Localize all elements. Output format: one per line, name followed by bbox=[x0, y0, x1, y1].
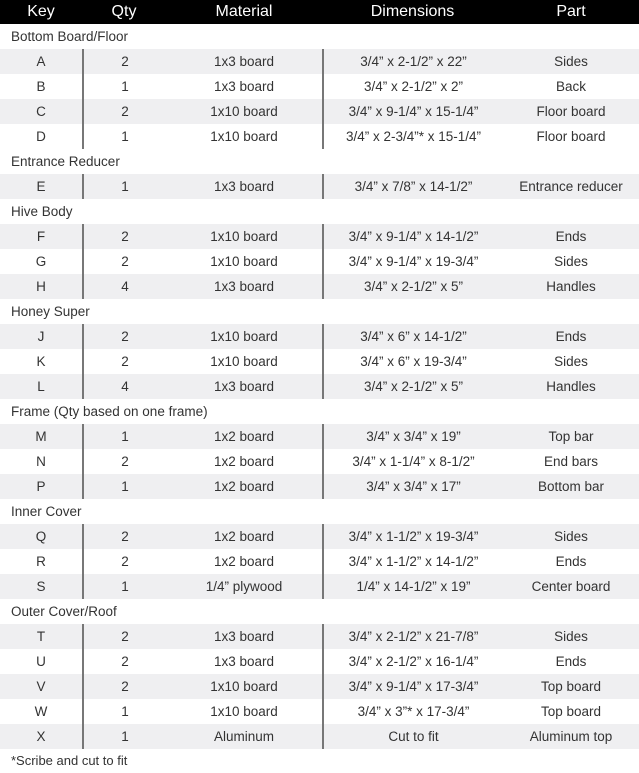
cell-material: 1x2 board bbox=[213, 529, 275, 544]
table-row bbox=[0, 124, 639, 149]
cell-part: Top bar bbox=[548, 429, 594, 444]
cell-qty: 2 bbox=[82, 674, 166, 699]
cell-part: Sides bbox=[554, 254, 588, 269]
table-row bbox=[0, 674, 639, 699]
cell-qty: 2 bbox=[82, 624, 166, 649]
table-row bbox=[0, 174, 639, 199]
cell-key: H bbox=[36, 279, 46, 294]
cell-key: Q bbox=[35, 529, 47, 544]
cell-qty: 1 bbox=[82, 574, 166, 599]
cell-material: 1x10 board bbox=[210, 129, 278, 144]
cell-dimensions: 3/4” x 9-1/4” x 14-1/2” bbox=[322, 224, 503, 249]
cell-key: G bbox=[35, 254, 47, 269]
table-row bbox=[0, 474, 639, 499]
cell-material: 1x10 board bbox=[210, 704, 278, 719]
cell-qty: 2 bbox=[82, 449, 166, 474]
table-row bbox=[0, 74, 639, 99]
cell-dimensions: 3/4” x 6” x 19-3/4” bbox=[322, 349, 503, 374]
cell-qty: 2 bbox=[82, 249, 166, 274]
cell-qty: 2 bbox=[82, 349, 166, 374]
cell-qty: 2 bbox=[82, 224, 166, 249]
cell-dimensions: 3/4” x 2-1/2” x 16-1/4” bbox=[322, 649, 503, 674]
header-material: Material bbox=[215, 3, 273, 20]
cell-dimensions: 3/4” x 1-1/2” x 19-3/4” bbox=[322, 524, 503, 549]
table-row bbox=[0, 449, 639, 474]
cell-part: Entrance reducer bbox=[519, 179, 623, 194]
header-qty: Qty bbox=[111, 3, 137, 20]
table-row bbox=[0, 524, 639, 549]
cell-dimensions: 3/4” x 2-1/2” x 22” bbox=[322, 49, 503, 74]
cell-dimensions: 3/4” x 1-1/4” x 8-1/2” bbox=[322, 449, 503, 474]
table-row bbox=[0, 349, 639, 374]
cell-qty: 2 bbox=[82, 324, 166, 349]
cell-qty: 1 bbox=[82, 699, 166, 724]
cell-qty: 4 bbox=[82, 274, 166, 299]
cell-part: Handles bbox=[546, 279, 596, 294]
table-row bbox=[0, 649, 639, 674]
cell-material: 1x3 board bbox=[213, 379, 275, 394]
cell-material: 1x10 board bbox=[210, 104, 278, 119]
cell-part: Center board bbox=[531, 579, 611, 594]
cell-dimensions: Cut to fit bbox=[322, 724, 503, 749]
cell-material: 1x3 board bbox=[213, 79, 275, 94]
cell-dimensions: 3/4” x 3/4” x 17” bbox=[322, 474, 503, 499]
section-title: Honey Super bbox=[11, 304, 90, 319]
cell-part: Back bbox=[555, 79, 586, 94]
cell-dimensions: 3/4” x 2-1/2” x 5” bbox=[322, 274, 503, 299]
cell-key: D bbox=[36, 129, 46, 144]
cell-key: P bbox=[36, 479, 46, 494]
cell-part: Ends bbox=[555, 654, 587, 669]
cell-part: Floor board bbox=[536, 129, 606, 144]
cell-qty: 1 bbox=[82, 474, 166, 499]
table-row bbox=[0, 374, 639, 399]
cell-key: R bbox=[36, 554, 46, 569]
cell-key: L bbox=[37, 379, 45, 394]
cell-material: 1/4” plywood bbox=[205, 579, 283, 594]
table-row bbox=[0, 49, 639, 74]
cell-part: Top board bbox=[540, 704, 602, 719]
cell-qty: 1 bbox=[82, 724, 166, 749]
table-header bbox=[0, 0, 639, 24]
cell-key: C bbox=[36, 104, 46, 119]
cell-part: Floor board bbox=[536, 104, 606, 119]
cell-part: End bars bbox=[543, 454, 599, 469]
cell-key: W bbox=[34, 704, 48, 719]
cell-key: J bbox=[37, 329, 45, 344]
cell-material: 1x10 board bbox=[210, 229, 278, 244]
table-row bbox=[0, 574, 639, 599]
cell-part: Bottom bar bbox=[537, 479, 605, 494]
section-title: Bottom Board/Floor bbox=[11, 29, 129, 44]
cell-part: Ends bbox=[555, 229, 587, 244]
cell-material: 1x2 board bbox=[213, 429, 275, 444]
section-title: Outer Cover/Roof bbox=[11, 604, 117, 619]
cell-material: 1x2 board bbox=[213, 554, 275, 569]
section-title: Hive Body bbox=[11, 204, 73, 219]
cell-key: X bbox=[36, 729, 46, 744]
section-title: Entrance Reducer bbox=[11, 154, 120, 169]
cell-part: Ends bbox=[555, 329, 587, 344]
table-row bbox=[0, 224, 639, 249]
table-row bbox=[0, 424, 639, 449]
cell-qty: 2 bbox=[82, 99, 166, 124]
cell-part: Ends bbox=[555, 554, 587, 569]
cell-qty: 2 bbox=[82, 49, 166, 74]
section-title: Frame (Qty based on one frame) bbox=[11, 404, 208, 419]
cell-qty: 4 bbox=[82, 374, 166, 399]
cell-qty: 1 bbox=[82, 124, 166, 149]
cell-material: 1x3 board bbox=[213, 629, 275, 644]
cell-dimensions: 1/4” x 14-1/2” x 19” bbox=[322, 574, 503, 599]
header-key: Key bbox=[27, 3, 55, 20]
cell-material: 1x10 board bbox=[210, 354, 278, 369]
cell-material: 1x10 board bbox=[210, 254, 278, 269]
cell-part: Handles bbox=[546, 379, 596, 394]
table-row bbox=[0, 249, 639, 274]
cell-dimensions: 3/4” x 9-1/4” x 15-1/4” bbox=[322, 99, 503, 124]
cell-key: U bbox=[36, 654, 46, 669]
cell-dimensions: 3/4” x 1-1/2” x 14-1/2” bbox=[322, 549, 503, 574]
cell-key: S bbox=[36, 579, 46, 594]
cell-qty: 1 bbox=[82, 174, 166, 199]
table-row bbox=[0, 99, 639, 124]
cell-key: F bbox=[36, 229, 46, 244]
section-title: Inner Cover bbox=[11, 504, 82, 519]
cell-material: 1x3 board bbox=[213, 54, 275, 69]
cell-dimensions: 3/4” x 2-1/2” x 2” bbox=[322, 74, 503, 99]
cell-part: Sides bbox=[554, 54, 588, 69]
cell-qty: 1 bbox=[82, 74, 166, 99]
cell-part: Sides bbox=[554, 529, 588, 544]
cell-dimensions: 3/4” x 9-1/4” x 17-3/4” bbox=[322, 674, 503, 699]
cell-material: 1x3 board bbox=[213, 179, 275, 194]
cell-qty: 2 bbox=[82, 649, 166, 674]
cell-dimensions: 3/4” x 2-1/2” x 5” bbox=[322, 374, 503, 399]
cell-key: A bbox=[36, 54, 46, 69]
cell-qty: 2 bbox=[82, 524, 166, 549]
cell-key: B bbox=[36, 79, 46, 94]
cell-part: Sides bbox=[554, 354, 588, 369]
cell-material: 1x10 board bbox=[210, 329, 278, 344]
cell-key: V bbox=[36, 679, 46, 694]
cell-dimensions: 3/4” x 7/8” x 14-1/2” bbox=[322, 174, 503, 199]
cell-part: Top board bbox=[540, 679, 602, 694]
cell-key: T bbox=[36, 629, 46, 644]
cell-dimensions: 3/4” x 2-3/4”* x 15-1/4” bbox=[322, 124, 503, 149]
cell-dimensions: 3/4” x 9-1/4” x 19-3/4” bbox=[322, 249, 503, 274]
cell-key: K bbox=[36, 354, 46, 369]
cell-material: 1x2 board bbox=[213, 479, 275, 494]
cell-material: 1x2 board bbox=[213, 454, 275, 469]
header-dimensions: Dimensions bbox=[370, 3, 455, 20]
table-row bbox=[0, 549, 639, 574]
cell-material: 1x3 board bbox=[213, 654, 275, 669]
cell-material: 1x3 board bbox=[213, 279, 275, 294]
cell-material: Aluminum bbox=[213, 729, 275, 744]
table-row bbox=[0, 624, 639, 649]
table-row bbox=[0, 274, 639, 299]
cell-part: Aluminum top bbox=[529, 729, 613, 744]
table-row bbox=[0, 699, 639, 724]
cell-key: M bbox=[35, 429, 47, 444]
cell-dimensions: 3/4” x 3”* x 17-3/4” bbox=[322, 699, 503, 724]
cell-key: E bbox=[36, 179, 46, 194]
footnote: *Scribe and cut to fit bbox=[11, 753, 128, 768]
cell-dimensions: 3/4” x 2-1/2” x 21-7/8” bbox=[322, 624, 503, 649]
cell-key: N bbox=[36, 454, 46, 469]
cell-dimensions: 3/4” x 3/4” x 19” bbox=[322, 424, 503, 449]
cell-qty: 2 bbox=[82, 549, 166, 574]
cut-list-table bbox=[0, 24, 639, 749]
table-row bbox=[0, 724, 639, 749]
table-row bbox=[0, 324, 639, 349]
cell-part: Sides bbox=[554, 629, 588, 644]
cell-dimensions: 3/4” x 6” x 14-1/2” bbox=[322, 324, 503, 349]
header-part: Part bbox=[556, 3, 586, 20]
cell-material: 1x10 board bbox=[210, 679, 278, 694]
cell-qty: 1 bbox=[82, 424, 166, 449]
